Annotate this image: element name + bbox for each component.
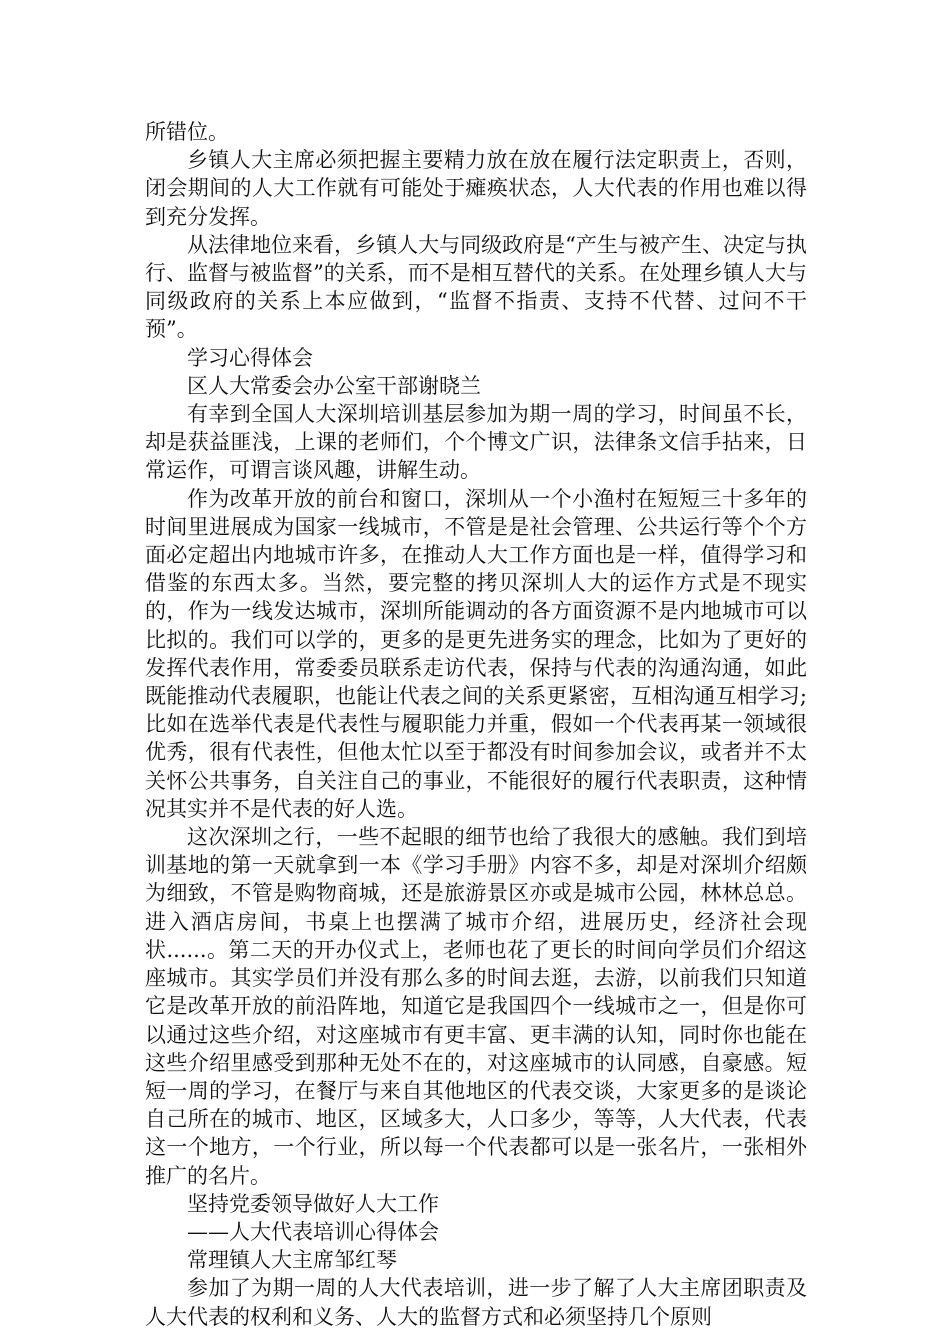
paragraph-training-intro: 参加了为期一周的人大代表培训，进一步了解了人大主席团职责及人大代表的权利和义务、人大的监督方式和必须坚持几个原则 xyxy=(145,1276,807,1329)
paragraph-duty-focus: 乡镇人大主席必须把握主要精力放在放在履行法定职责上，否则，闭会期间的人大工作就有可能处于瘫痪状态，人大代表的作用也难以得到充分发挥。 xyxy=(145,148,807,229)
paragraph-legal-status: 从法律地位来看，乡镇人大与同级政府是“产生与被产生、决定与执行、监督与被监督”的关系，而不是相互替代的关系。在处理乡镇人大与同级政府的关系上本应做到，“监督不指责、支持不代替、过问不干预”。 xyxy=(145,232,807,342)
paragraph-shenzhen-details: 这次深圳之行，一些不起眼的细节也给了我很大的感触。我们到培训基地的第一天就拿到一本《学习手册》内容不多，却是对深圳介绍颇为细致，不管是购物商城，还是旅游景区亦或是城市公园，林林总总。进入酒店房间，书桌上也摆满了城市介绍，进展历史，经济社会现状......。第二天的开办仪式上，老师也花了更长的时间向学员们介绍这座城市。其实学员们并没有那么多的时间去逛，去游，以前我们只知道它是改革开放的前沿阵地，知道它是我国四个一线城市之一，但是你可以通过这些介绍，对这座城市有更丰富、更丰满的认知，同时你也能在这些介绍里感受到那种无处不在的，对这座城市的认同感，自豪感。短短一周的学习，在餐厅与来自其他地区的代表交谈，大家更多的是谈论自己所在的城市、地区，区域多大，人口多少，等等，人大代表，代表这一个地方，一个行业，所以每一个代表都可以是一张名片，一张相外推广的名片。 xyxy=(145,825,807,1188)
paragraph-shenzhen-training: 有幸到全国人大深圳培训基层参加为期一周的学习，时间虽不长，却是获益匪浅，上课的老师们，个个博文广识，法律条文信手拈来，日常运作，可谓言谈风趣，讲解生动。 xyxy=(145,402,807,483)
section-author-zou: 常理镇人大主席邹红琴 xyxy=(187,1248,397,1273)
section-subtitle: ——人大代表培训心得体会 xyxy=(187,1219,439,1244)
paragraph-continuation: 所错位。 xyxy=(145,120,229,144)
section-author-xie: 区人大常委会办公室干部谢晓兰 xyxy=(187,373,481,398)
document-body xyxy=(145,118,807,1331)
section-title-party-leadership: 坚持党委领导做好人大工作 xyxy=(187,1191,439,1216)
paragraph-shenzhen-reform: 作为改革开放的前台和窗口，深圳从一个小渔村在短短三十多年的时间里进展成为国家一线城市，不管是是社会管理、公共运行等个个方面必定超出内地城市许多，在推动人大工作方面也是一样，值得学习和借鉴的东西太多。当然，要完整的拷贝深圳人大的运作方式是不现实的，作为一线发达城市，深圳所能调动的各方面资源不是内地城市可以比拟的。我们可以学的，更多的是更先进务实的理念，比如为了更好的发挥代表作用，常委委员联系走访代表，保持与代表的沟通沟通，如此既能推动代表履职，也能让代表之间的关系更紧密，互相沟通互相学习;比如在选举代表是代表性与履职能力并重，假如一个代表再某一领域很优秀，很有代表性，但他太忙以至于都没有时间参加会议，或者并不太关怀公共事务，自关注自己的事业，不能很好的履行代表职责，这种情况其实并不是代表的好人选。 xyxy=(145,486,807,821)
section-title-study-notes: 学习心得体会 xyxy=(187,345,313,370)
